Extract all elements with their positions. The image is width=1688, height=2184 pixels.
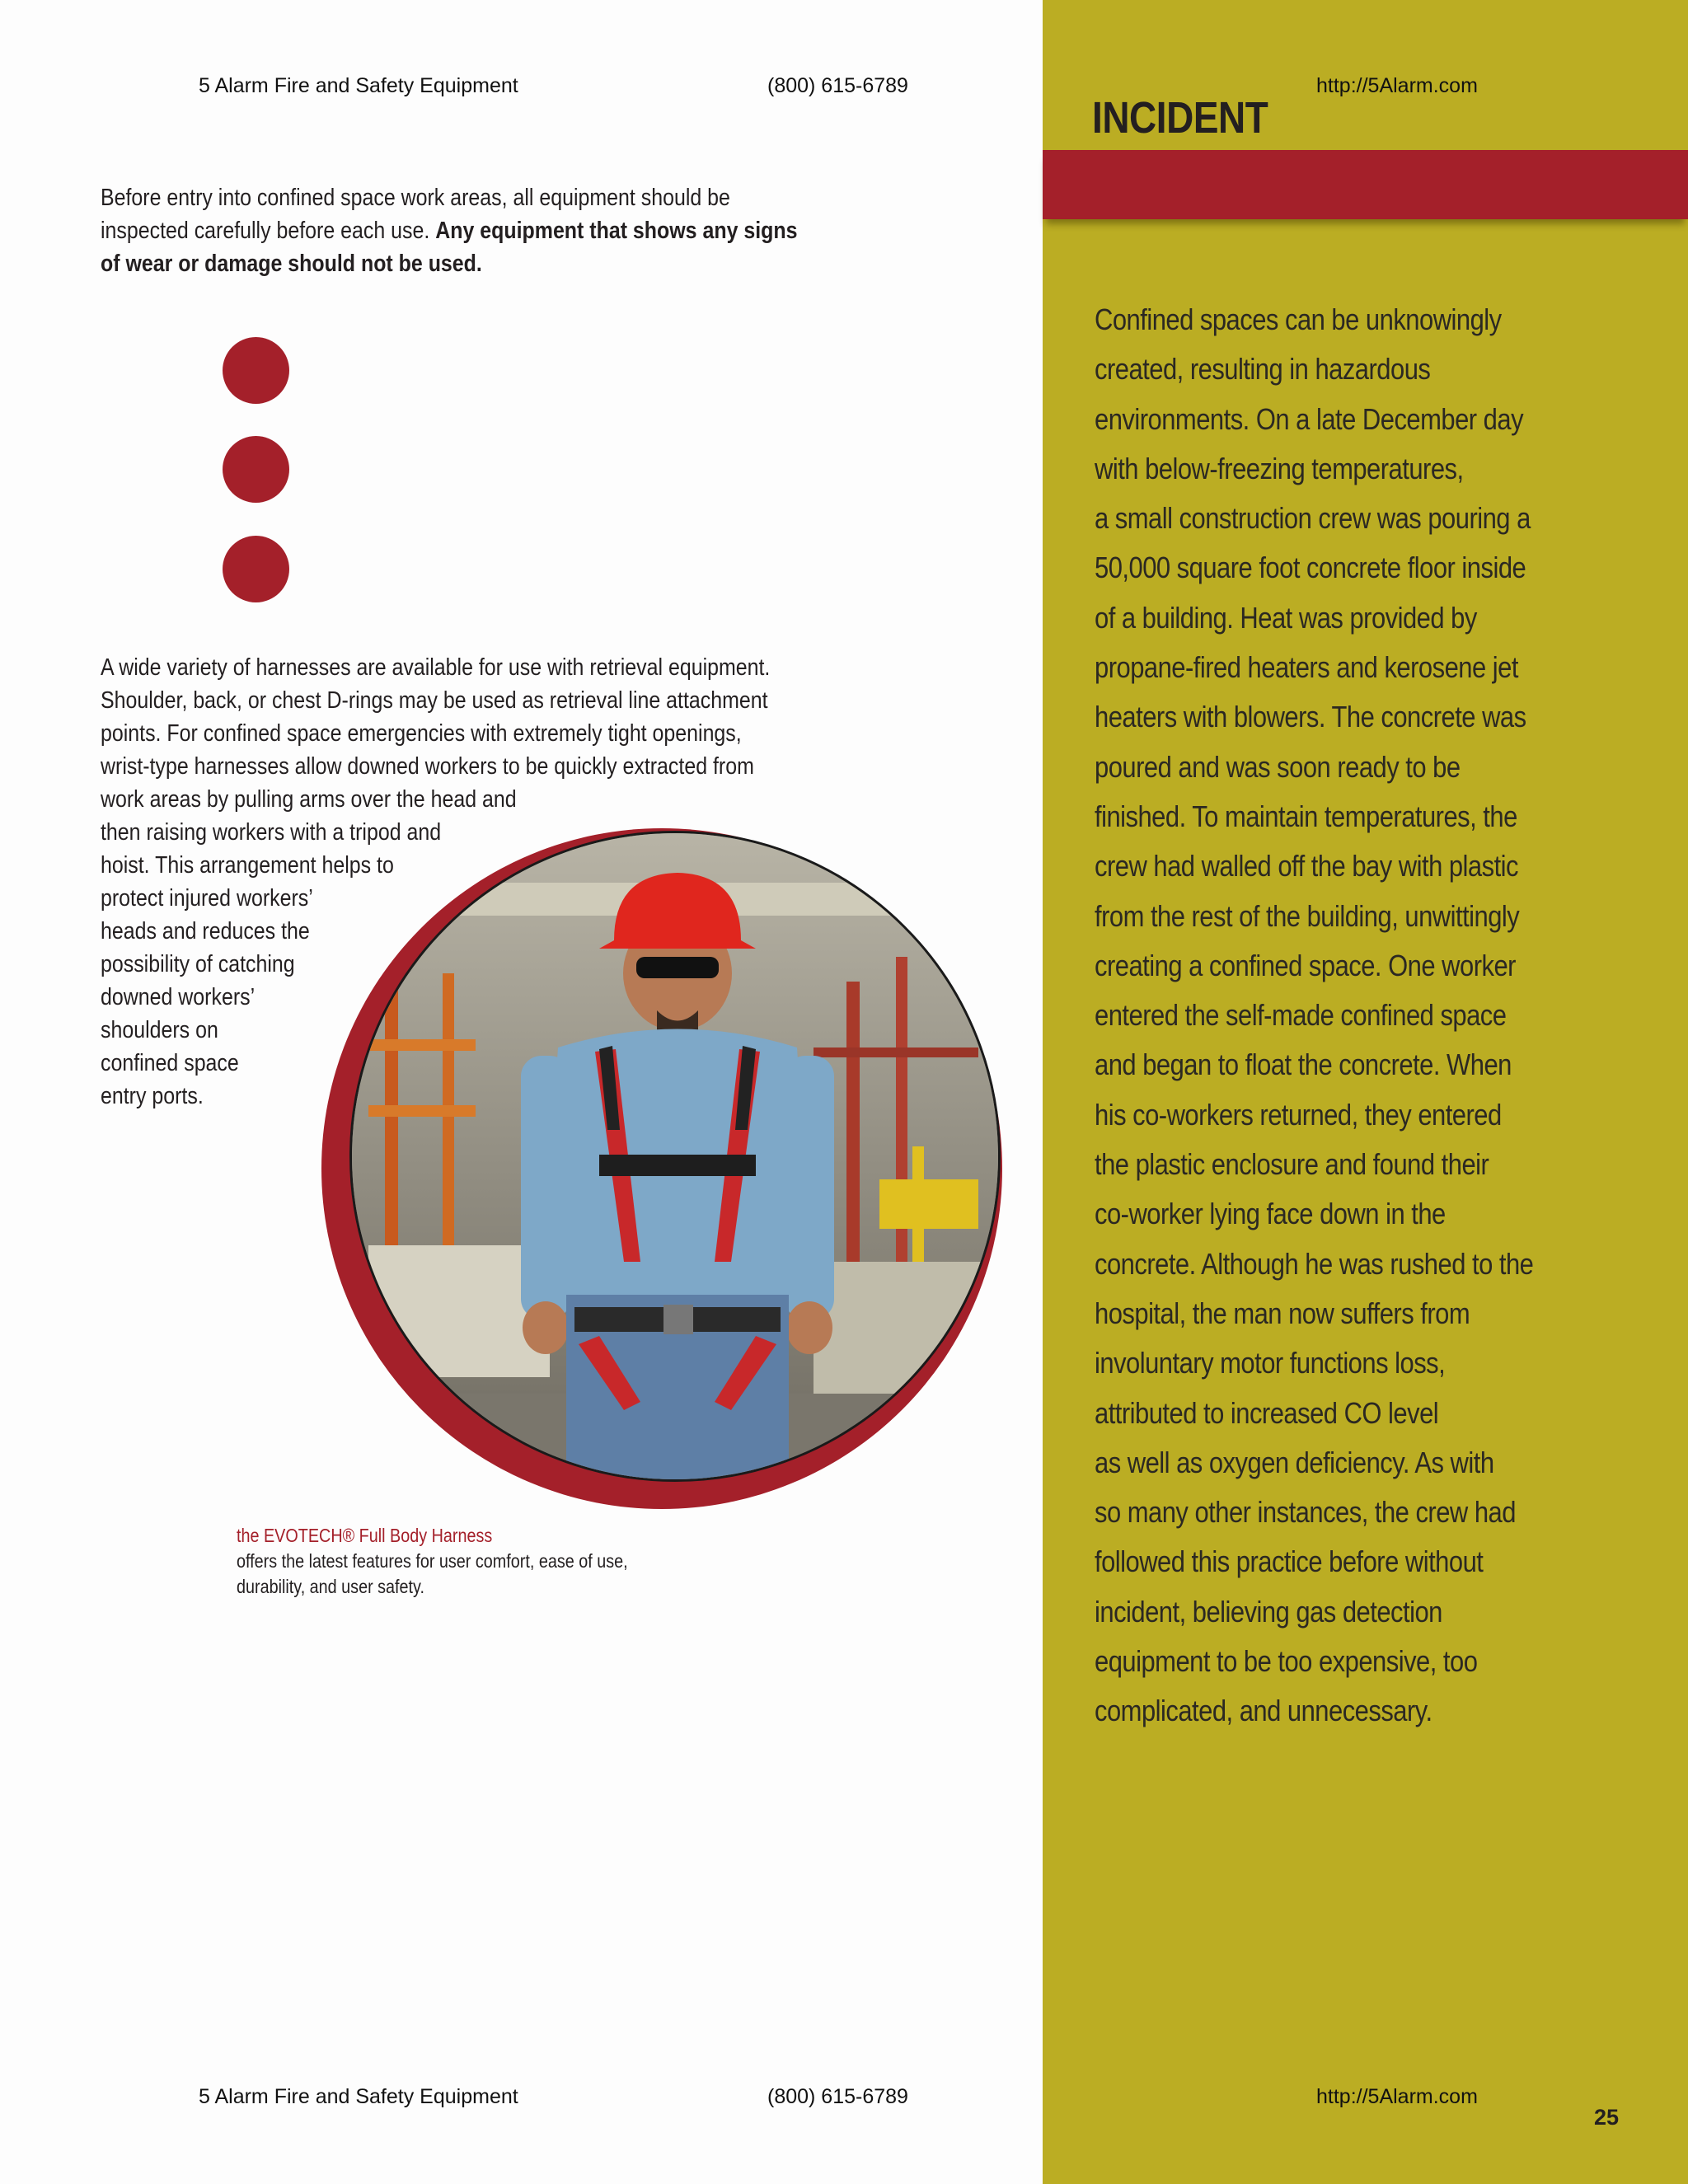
incident-line: concrete. Although he was rushed to the [1095, 1246, 1534, 1281]
harness-paragraph [101, 651, 879, 1113]
incident-line: so many other instances, the crew had [1095, 1495, 1516, 1530]
page-number: 25 [1594, 2105, 1620, 2130]
incident-line: created, resulting in hazardous [1095, 352, 1431, 387]
footer-company: 5 Alarm Fire and Safety Equipment [199, 2085, 518, 2108]
incident-line: equipment to be too expensive, too [1095, 1644, 1478, 1679]
bullet-dot [223, 436, 289, 503]
intro-line-1: Before entry into confined space work areas, all equipment should be [101, 185, 730, 211]
harness-line: Shoulder, back, or chest D-rings may be used as retrieval line attachment [101, 687, 768, 714]
incident-line: co-worker lying face down in the [1095, 1197, 1446, 1231]
incident-line: a small construction crew was pouring a [1095, 501, 1531, 536]
intro-line-3-bold: of wear or damage should not be used. [101, 251, 482, 277]
harness-line: downed workers’ [101, 984, 256, 1010]
harness-line: work areas by pulling arms over the head and [101, 786, 517, 813]
intro-paragraph [101, 181, 911, 280]
incident-line: as well as oxygen deficiency. As with [1095, 1445, 1494, 1479]
incident-line: and began to float the concrete. When [1095, 1047, 1512, 1082]
incident-line: entered the self-made confined space [1095, 998, 1507, 1033]
harness-line: points. For confined space emergencies with extremely tight openings, [101, 720, 742, 747]
harness-line: wrist-type harnesses allow downed workers to be quickly extracted from [101, 753, 754, 780]
harness-line: confined space [101, 1050, 239, 1076]
incident-line: involuntary motor functions loss, [1095, 1346, 1446, 1380]
harness-line: protect injured workers’ [101, 885, 313, 912]
incident-line: followed this practice before without [1095, 1544, 1484, 1579]
incident-line: the plastic enclosure and found their [1095, 1147, 1489, 1182]
footer-phone: (800) 615-6789 [767, 2085, 908, 2108]
header-url[interactable]: http://5Alarm.com [1316, 74, 1478, 97]
sidebar-red-band [1043, 150, 1688, 219]
harness-line: possibility of catching [101, 951, 295, 977]
incident-line: finished. To maintain temperatures, the [1095, 799, 1517, 833]
incident-line: with below-freezing temperatures, [1095, 451, 1464, 485]
caption-line-1: offers the latest features for user comfort, ease of use, [237, 1550, 628, 1572]
incident-line: attributed to increased CO level [1095, 1395, 1439, 1430]
bullet-dot [223, 337, 289, 404]
intro-line-3 [101, 247, 798, 280]
incident-line: poured and was soon ready to be [1095, 749, 1461, 784]
incident-line: hospital, the man now suffers from [1095, 1296, 1470, 1330]
incident-line: crew had walled off the bay with plastic [1095, 849, 1518, 883]
incident-line: his co-workers returned, they entered [1095, 1097, 1502, 1132]
harness-line: then raising workers with a tripod and [101, 819, 442, 846]
incident-heading: INCIDENT [1092, 93, 1268, 143]
incident-line: heaters with blowers. The concrete was [1095, 700, 1526, 734]
harness-line: heads and reduces the [101, 918, 310, 944]
incident-line: of a building. Heat was provided by [1095, 600, 1477, 635]
caption-line-2: durability, and user safety. [237, 1576, 424, 1597]
intro-line-2-bold: Any equipment that shows any signs [435, 218, 798, 244]
footer-url[interactable]: http://5Alarm.com [1316, 2085, 1478, 2108]
intro-line-2 [101, 214, 798, 247]
harness-line: A wide variety of harnesses are available for use with retrieval equipment. [101, 654, 771, 681]
harness-line: entry ports. [101, 1083, 204, 1109]
incident-body [1095, 295, 1663, 1736]
incident-line: Confined spaces can be unknowingly [1095, 302, 1502, 336]
incident-line: creating a confined space. One worker [1095, 948, 1516, 982]
intro-line-2-plain: inspected carefully before each use. [101, 218, 436, 244]
incident-line: complicated, and unnecessary. [1095, 1694, 1432, 1728]
caption-title: the EVOTECH® Full Body Harness [237, 1525, 493, 1546]
incident-line: propane-fired heaters and kerosene jet [1095, 650, 1518, 685]
incident-line: from the rest of the building, unwittingly [1095, 898, 1520, 933]
incident-line: incident, believing gas detection [1095, 1594, 1442, 1629]
header-company: 5 Alarm Fire and Safety Equipment [199, 74, 518, 97]
bullet-dot [223, 536, 289, 602]
photo-caption [237, 1523, 692, 1600]
header-phone: (800) 615-6789 [767, 74, 908, 97]
harness-line: hoist. This arrangement helps to [101, 852, 394, 879]
incident-line: 50,000 square foot concrete floor inside [1095, 551, 1526, 585]
harness-line: shoulders on [101, 1017, 218, 1043]
incident-line: environments. On a late December day [1095, 401, 1524, 436]
